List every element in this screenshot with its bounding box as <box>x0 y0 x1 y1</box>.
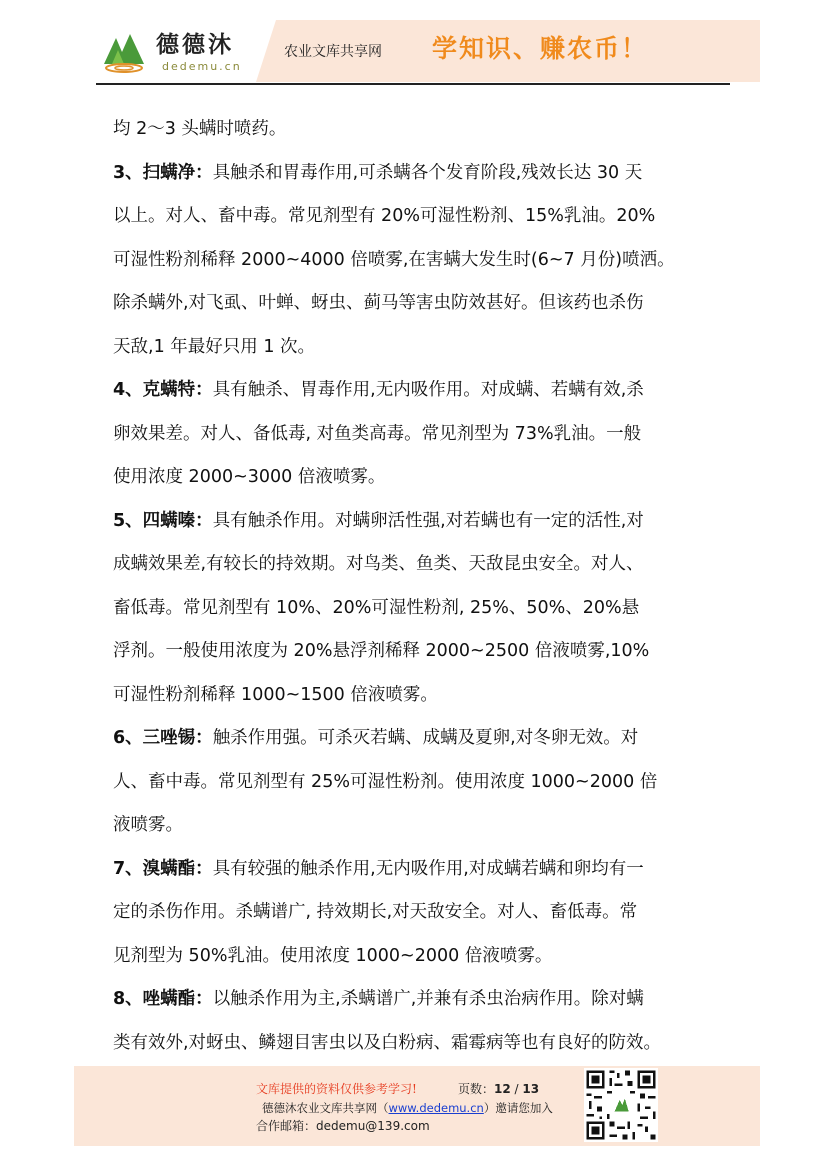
text-line <box>113 891 725 935</box>
pesticide-term: 7、溴螨酯： <box>113 858 213 879</box>
pesticide-term: 3、扫螨净： <box>113 162 213 183</box>
page-label: 页数： <box>458 1082 495 1096</box>
text-line <box>113 804 725 848</box>
invite-prefix: 德德沐农业文库共享网（ <box>262 1101 389 1115</box>
text-line <box>113 108 725 152</box>
brand-domain: dedemu.cn <box>162 60 242 73</box>
line-text: 以触杀作用为主,杀螨谱广,并兼有杀虫治病作用。除对螨 <box>212 989 644 1009</box>
text-line <box>113 848 725 892</box>
text-line <box>113 239 725 283</box>
line-text: 卵效果差。对人、备低毒, 对鱼类高毒。常见剂型为 73%乳油。一般 <box>113 423 642 444</box>
line-text: 以上。对人、畜中毒。常见剂型有 20%可湿性粉剂、15%乳油。20% <box>113 206 656 226</box>
text-line <box>113 456 725 500</box>
text-line <box>113 152 725 196</box>
line-text: 成螨效果差,有较长的持效期。对鸟类、鱼类、天敌昆虫安全。对人、 <box>113 554 644 574</box>
text-line <box>113 195 725 239</box>
qr-code-icon <box>584 1068 658 1142</box>
text-line <box>113 630 725 674</box>
site-name: 农业文库共享网 <box>284 44 382 60</box>
line-text: 类有效外,对蚜虫、鳞翅目害虫以及白粉病、霜霉病等也有良好的防效。 <box>113 1032 662 1053</box>
line-text: 液喷雾。 <box>113 815 183 835</box>
footer-notice: 文库提供的资料仅供参考学习! <box>256 1082 417 1096</box>
site-slogan: 学知识、赚农币！ <box>432 34 649 63</box>
footer-email: 合作邮箱：dedemu@139.com <box>256 1119 430 1133</box>
page-current: 12 <box>494 1082 511 1096</box>
line-text: 可湿性粉剂稀释 2000~4000 倍喷雾,在害螨大发生时(6~7 月份)喷洒。 <box>113 249 675 270</box>
document-body <box>113 108 725 1065</box>
line-text: 具触杀和胃毒作用,可杀螨各个发育阶段,残效长达 30 天 <box>212 162 643 183</box>
pesticide-term: 6、三唑锡： <box>113 728 213 748</box>
page-total: 13 <box>522 1082 540 1096</box>
line-text: 定的杀伤作用。杀螨谱广, 持效期长,对天敌安全。对人、畜低毒。常 <box>113 902 638 922</box>
text-line <box>113 674 725 718</box>
line-text: 具有触杀作用。对螨卵活性强,对若螨也有一定的活性,对 <box>212 510 644 531</box>
line-text: 畜低毒。常见剂型有 10%、20%可湿性粉剂, 25%、50%、20%悬 <box>113 597 640 618</box>
page-footer <box>74 1066 760 1146</box>
text-line <box>113 413 725 457</box>
page-counter <box>458 1082 539 1096</box>
line-text: 均 2～3 头螨时喷药。 <box>113 119 287 139</box>
text-line <box>113 717 725 761</box>
page-separator: / <box>514 1082 519 1096</box>
line-text: 人、畜中毒。常见剂型有 25%可湿性粉剂。使用浓度 1000~2000 倍 <box>113 771 658 792</box>
pesticide-term: 8、唑螨酯： <box>113 989 213 1009</box>
text-line <box>113 1022 725 1066</box>
line-text: 具有较强的触杀作用,无内吸作用,对成螨若螨和卵均有一 <box>212 858 644 879</box>
pesticide-term: 4、克螨特： <box>113 380 213 400</box>
line-text: 除杀螨外,对飞虱、叶蝉、蚜虫、蓟马等害虫防效甚好。但该药也杀伤 <box>113 293 644 313</box>
header-divider <box>96 83 730 85</box>
text-line <box>113 935 725 979</box>
mountain-logo-icon <box>100 28 148 76</box>
text-line <box>113 761 725 805</box>
pesticide-term: 5、四螨嗪： <box>113 510 213 531</box>
text-line <box>113 326 725 370</box>
footer-invite <box>262 1101 553 1115</box>
line-text: 触杀作用强。可杀灭若螨、成螨及夏卵,对冬卵无效。对 <box>212 728 639 748</box>
invite-suffix: ）邀请您加入 <box>483 1101 553 1115</box>
text-line <box>113 543 725 587</box>
text-line <box>113 978 725 1022</box>
line-text: 具有触杀、胃毒作用,无内吸作用。对成螨、若螨有效,杀 <box>212 380 644 400</box>
text-line <box>113 369 725 413</box>
text-line <box>113 587 725 631</box>
brand-name: 德德沐 <box>156 31 234 58</box>
line-text: 可湿性粉剂稀释 1000~1500 倍液喷雾。 <box>113 684 438 705</box>
line-text: 浮剂。一般使用浓度为 20%悬浮剂稀释 2000~2500 倍液喷雾,10% <box>113 641 650 661</box>
text-line <box>113 282 725 326</box>
page-header <box>96 20 760 82</box>
line-text: 使用浓度 2000~3000 倍液喷雾。 <box>113 467 386 487</box>
line-text: 见剂型为 50%乳油。使用浓度 1000~2000 倍液喷雾。 <box>113 945 553 966</box>
line-text: 天敌,1 年最好只用 1 次。 <box>113 336 316 357</box>
site-link[interactable]: www.dedemu.cn <box>388 1101 484 1115</box>
text-line <box>113 500 725 544</box>
